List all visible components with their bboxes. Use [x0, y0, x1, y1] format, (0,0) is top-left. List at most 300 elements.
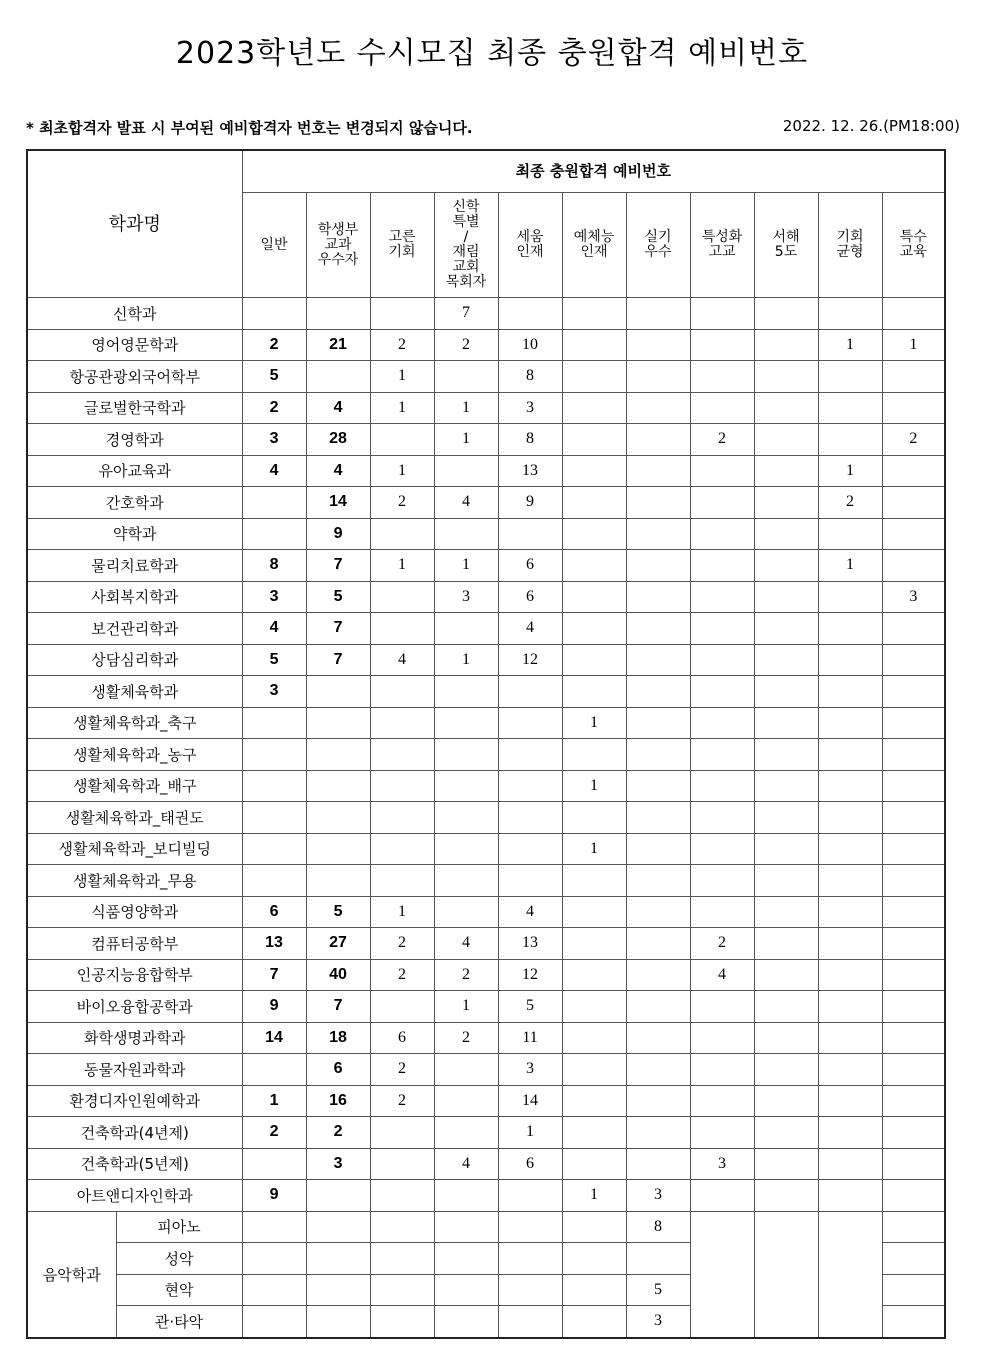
major-name: 피아노: [116, 1211, 242, 1243]
value-cell: 1: [818, 550, 882, 582]
value-cell: [818, 424, 882, 456]
value-cell: [370, 1148, 434, 1180]
value-cell: [626, 865, 690, 897]
value-cell: 3: [242, 424, 306, 456]
value-cell: [434, 896, 498, 928]
value-cell: [306, 739, 370, 771]
table-row: [27, 329, 945, 361]
value-cell: [818, 770, 882, 802]
value-cell: [882, 928, 945, 960]
value-cell: [882, 739, 945, 771]
value-cell: [434, 1243, 498, 1275]
group-header: 최종 충원합격 예비번호: [242, 150, 945, 193]
value-cell: 3: [498, 392, 562, 424]
value-cell: [306, 707, 370, 739]
column-header: 실기 우수: [626, 193, 690, 298]
value-cell: [434, 833, 498, 865]
value-cell: [818, 707, 882, 739]
dept-name: 유아교육과: [27, 455, 242, 487]
value-cell: 1: [242, 1085, 306, 1117]
value-cell: [370, 1243, 434, 1275]
value-cell: [498, 1306, 562, 1338]
value-cell: [370, 613, 434, 645]
value-cell: [626, 581, 690, 613]
dept-name: 바이오융합공학과: [27, 991, 242, 1023]
value-cell: [754, 991, 818, 1023]
value-cell: [370, 676, 434, 708]
value-cell: 1: [434, 392, 498, 424]
table-row: [27, 644, 945, 676]
value-cell: [434, 1117, 498, 1149]
value-cell: 1: [370, 896, 434, 928]
value-cell: [306, 833, 370, 865]
value-cell: [370, 1306, 434, 1338]
value-cell: [754, 833, 818, 865]
value-cell: [818, 991, 882, 1023]
column-header: 고른 기회: [370, 193, 434, 298]
value-cell: 12: [498, 644, 562, 676]
value-cell: [882, 550, 945, 582]
value-cell: [562, 1022, 626, 1054]
value-cell: [562, 1306, 626, 1338]
value-cell: 7: [306, 613, 370, 645]
value-cell: [754, 329, 818, 361]
value-cell: 9: [498, 487, 562, 519]
value-cell: [434, 770, 498, 802]
value-cell: 3: [306, 1148, 370, 1180]
value-cell: [690, 644, 754, 676]
value-cell: [562, 1117, 626, 1149]
value-cell: [882, 455, 945, 487]
table-row: [27, 707, 945, 739]
value-cell: [562, 802, 626, 834]
dept-name: 생활체육학과: [27, 676, 242, 708]
value-cell: [242, 770, 306, 802]
value-cell: [754, 1054, 818, 1086]
dept-name: 건축학과(4년제): [27, 1117, 242, 1149]
value-cell: 1: [498, 1117, 562, 1149]
value-cell: [306, 865, 370, 897]
value-cell: 6: [498, 550, 562, 582]
value-cell: 10: [498, 329, 562, 361]
value-cell: [754, 1022, 818, 1054]
value-cell: [306, 1180, 370, 1212]
value-cell: [370, 518, 434, 550]
value-cell: 1: [882, 329, 945, 361]
value-cell: [690, 707, 754, 739]
value-cell: 2: [818, 487, 882, 519]
value-cell: [818, 518, 882, 550]
table-row: [27, 518, 945, 550]
value-cell: 1: [434, 424, 498, 456]
value-cell: 28: [306, 424, 370, 456]
value-cell: [882, 896, 945, 928]
value-cell: 1: [434, 550, 498, 582]
value-cell: [434, 676, 498, 708]
value-cell: [370, 424, 434, 456]
table-row: [27, 581, 945, 613]
value-cell: [690, 1054, 754, 1086]
value-cell: [434, 1306, 498, 1338]
value-cell: [754, 928, 818, 960]
value-cell: [434, 865, 498, 897]
value-cell: 13: [242, 928, 306, 960]
value-cell: [690, 770, 754, 802]
value-cell: [626, 739, 690, 771]
value-cell: [306, 676, 370, 708]
dept-name: 환경디자인원예학과: [27, 1085, 242, 1117]
value-cell: [754, 455, 818, 487]
value-cell: [818, 1022, 882, 1054]
value-cell: 4: [434, 1148, 498, 1180]
dept-name: 동물자원과학과: [27, 1054, 242, 1086]
value-cell: [626, 991, 690, 1023]
value-cell: 4: [434, 487, 498, 519]
value-cell: [882, 518, 945, 550]
value-cell: [370, 707, 434, 739]
value-cell: [562, 1274, 626, 1306]
value-cell: [754, 802, 818, 834]
value-cell: [754, 896, 818, 928]
value-cell: [818, 1211, 882, 1338]
value-cell: [626, 833, 690, 865]
value-cell: 5: [242, 361, 306, 393]
value-cell: [818, 802, 882, 834]
dept-name: 물리치료학과: [27, 550, 242, 582]
value-cell: [562, 1148, 626, 1180]
value-cell: [626, 1148, 690, 1180]
value-cell: [498, 1243, 562, 1275]
value-cell: [242, 487, 306, 519]
value-cell: [882, 833, 945, 865]
value-cell: [370, 1274, 434, 1306]
value-cell: [818, 644, 882, 676]
value-cell: [626, 770, 690, 802]
value-cell: [690, 581, 754, 613]
value-cell: 4: [690, 959, 754, 991]
column-header: 학생부 교과 우수자: [306, 193, 370, 298]
value-cell: [306, 1243, 370, 1275]
dept-name: 아트앤디자인학과: [27, 1180, 242, 1212]
value-cell: 2: [370, 1085, 434, 1117]
value-cell: [370, 1117, 434, 1149]
value-cell: [626, 644, 690, 676]
value-cell: [818, 581, 882, 613]
value-cell: [754, 1085, 818, 1117]
value-cell: [818, 1180, 882, 1212]
value-cell: [562, 1054, 626, 1086]
dept-name: 간호학과: [27, 487, 242, 519]
value-cell: [562, 991, 626, 1023]
value-cell: 2: [690, 928, 754, 960]
value-cell: [882, 392, 945, 424]
table-row: [27, 833, 945, 865]
value-cell: [754, 1117, 818, 1149]
value-cell: [690, 613, 754, 645]
value-cell: 4: [306, 455, 370, 487]
value-cell: 1: [370, 361, 434, 393]
value-cell: [882, 865, 945, 897]
value-cell: 12: [498, 959, 562, 991]
value-cell: 5: [306, 896, 370, 928]
dept-name: 건축학과(5년제): [27, 1148, 242, 1180]
value-cell: [626, 424, 690, 456]
value-cell: [434, 802, 498, 834]
dept-name: 컴퓨터공학부: [27, 928, 242, 960]
value-cell: [370, 739, 434, 771]
column-header: 신학 특별 / 재림 교회 목회자: [434, 193, 498, 298]
value-cell: 3: [626, 1180, 690, 1212]
value-cell: 4: [242, 455, 306, 487]
value-cell: [370, 298, 434, 330]
value-cell: [434, 739, 498, 771]
value-cell: 3: [882, 581, 945, 613]
value-cell: 1: [818, 455, 882, 487]
value-cell: 1: [370, 550, 434, 582]
dept-name: 생활체육학과_농구: [27, 739, 242, 771]
value-cell: [242, 833, 306, 865]
value-cell: 1: [562, 833, 626, 865]
value-cell: [882, 1211, 945, 1243]
value-cell: 9: [242, 991, 306, 1023]
value-cell: 9: [242, 1180, 306, 1212]
value-cell: [690, 1180, 754, 1212]
column-header: 세움 인재: [498, 193, 562, 298]
dept-column-header: 학과명: [27, 150, 242, 298]
value-cell: [498, 1211, 562, 1243]
value-cell: [882, 613, 945, 645]
value-cell: 4: [434, 928, 498, 960]
value-cell: [882, 298, 945, 330]
dept-name: 영어영문학과: [27, 329, 242, 361]
table-row: [27, 487, 945, 519]
value-cell: [434, 518, 498, 550]
value-cell: [562, 1211, 626, 1243]
dept-name: 음악학과: [27, 1211, 116, 1338]
value-cell: [562, 424, 626, 456]
value-cell: [434, 1180, 498, 1212]
table-row: [27, 455, 945, 487]
value-cell: 11: [498, 1022, 562, 1054]
table-row: [27, 1054, 945, 1086]
value-cell: [818, 392, 882, 424]
value-cell: [690, 896, 754, 928]
value-cell: [242, 1306, 306, 1338]
table-row: [27, 739, 945, 771]
value-cell: 2: [434, 1022, 498, 1054]
value-cell: 6: [306, 1054, 370, 1086]
value-cell: [498, 770, 562, 802]
value-cell: [626, 613, 690, 645]
table-header: [27, 150, 945, 298]
value-cell: [434, 455, 498, 487]
value-cell: [818, 1085, 882, 1117]
value-cell: [690, 550, 754, 582]
value-cell: [626, 676, 690, 708]
dept-name: 화학생명과학과: [27, 1022, 242, 1054]
value-cell: [562, 392, 626, 424]
dept-name: 생활체육학과_무용: [27, 865, 242, 897]
value-cell: [626, 392, 690, 424]
value-cell: 2: [370, 329, 434, 361]
value-cell: 7: [242, 959, 306, 991]
value-cell: [626, 707, 690, 739]
value-cell: [626, 896, 690, 928]
value-cell: [818, 928, 882, 960]
value-cell: 8: [626, 1211, 690, 1243]
value-cell: [882, 1117, 945, 1149]
value-cell: [818, 959, 882, 991]
value-cell: 16: [306, 1085, 370, 1117]
table-row: [27, 1085, 945, 1117]
value-cell: [882, 644, 945, 676]
value-cell: [626, 1085, 690, 1117]
value-cell: [562, 581, 626, 613]
table-row: [27, 361, 945, 393]
value-cell: [690, 1085, 754, 1117]
value-cell: [754, 613, 818, 645]
value-cell: 1: [370, 455, 434, 487]
table-row: [27, 802, 945, 834]
value-cell: 2: [434, 959, 498, 991]
value-cell: [498, 298, 562, 330]
value-cell: 13: [498, 928, 562, 960]
value-cell: 1: [562, 1180, 626, 1212]
value-cell: [242, 298, 306, 330]
value-cell: [242, 1054, 306, 1086]
column-header: 일반: [242, 193, 306, 298]
value-cell: [370, 770, 434, 802]
value-cell: 2: [242, 329, 306, 361]
value-cell: [818, 676, 882, 708]
value-cell: [562, 928, 626, 960]
value-cell: [434, 1211, 498, 1243]
value-cell: [818, 896, 882, 928]
value-cell: [306, 770, 370, 802]
value-cell: [754, 865, 818, 897]
value-cell: [754, 424, 818, 456]
value-cell: [626, 1243, 690, 1275]
value-cell: [882, 1180, 945, 1212]
value-cell: [818, 298, 882, 330]
value-cell: [242, 1148, 306, 1180]
value-cell: [626, 1022, 690, 1054]
value-cell: 8: [242, 550, 306, 582]
value-cell: 2: [370, 1054, 434, 1086]
value-cell: [434, 1085, 498, 1117]
value-cell: 1: [434, 991, 498, 1023]
value-cell: 40: [306, 959, 370, 991]
value-cell: [370, 1211, 434, 1243]
value-cell: [754, 1180, 818, 1212]
value-cell: [690, 676, 754, 708]
value-cell: 1: [818, 329, 882, 361]
value-cell: [498, 802, 562, 834]
column-header: 특수 교육: [882, 193, 945, 298]
table-row: [27, 424, 945, 456]
table-row: [27, 1022, 945, 1054]
value-cell: [626, 329, 690, 361]
table-row: [27, 896, 945, 928]
value-cell: 4: [242, 613, 306, 645]
value-cell: [882, 1085, 945, 1117]
value-cell: [818, 1054, 882, 1086]
value-cell: [242, 707, 306, 739]
value-cell: [882, 770, 945, 802]
value-cell: [626, 1117, 690, 1149]
value-cell: [754, 707, 818, 739]
value-cell: [498, 1274, 562, 1306]
table-row: [27, 770, 945, 802]
value-cell: [690, 991, 754, 1023]
value-cell: 5: [242, 644, 306, 676]
value-cell: 1: [562, 707, 626, 739]
value-cell: 1: [434, 644, 498, 676]
value-cell: [882, 707, 945, 739]
dept-name: 생활체육학과_태권도: [27, 802, 242, 834]
value-cell: [690, 1211, 754, 1338]
value-cell: [818, 739, 882, 771]
value-cell: [562, 865, 626, 897]
value-cell: [690, 1117, 754, 1149]
value-cell: [754, 644, 818, 676]
value-cell: [882, 1243, 945, 1275]
value-cell: [882, 1054, 945, 1086]
table-row: [27, 613, 945, 645]
dept-name: 글로벌한국학과: [27, 392, 242, 424]
value-cell: [626, 959, 690, 991]
value-cell: [498, 1180, 562, 1212]
value-cell: 3: [242, 676, 306, 708]
value-cell: [370, 991, 434, 1023]
value-cell: [498, 676, 562, 708]
value-cell: [626, 487, 690, 519]
value-cell: [754, 676, 818, 708]
page-title: 2023학년도 수시모집 최종 충원합격 예비번호: [175, 36, 809, 71]
value-cell: [754, 298, 818, 330]
value-cell: [306, 1306, 370, 1338]
value-cell: [626, 550, 690, 582]
value-cell: [562, 1243, 626, 1275]
value-cell: [242, 802, 306, 834]
value-cell: [626, 928, 690, 960]
value-cell: [690, 487, 754, 519]
value-cell: [562, 298, 626, 330]
value-cell: [882, 1274, 945, 1306]
value-cell: [434, 1274, 498, 1306]
value-cell: [690, 802, 754, 834]
major-name: 현악: [116, 1274, 242, 1306]
value-cell: [882, 991, 945, 1023]
value-cell: [626, 361, 690, 393]
value-cell: [690, 518, 754, 550]
value-cell: [370, 802, 434, 834]
value-cell: [690, 865, 754, 897]
value-cell: [818, 361, 882, 393]
value-cell: [562, 550, 626, 582]
value-cell: [754, 959, 818, 991]
dept-name: 생활체육학과_축구: [27, 707, 242, 739]
value-cell: 4: [498, 896, 562, 928]
dept-name: 생활체육학과_배구: [27, 770, 242, 802]
value-cell: [754, 770, 818, 802]
value-cell: [306, 1274, 370, 1306]
value-cell: [882, 1148, 945, 1180]
value-cell: [882, 1022, 945, 1054]
column-header: 서해 5도: [754, 193, 818, 298]
value-cell: [370, 865, 434, 897]
value-cell: 13: [498, 455, 562, 487]
